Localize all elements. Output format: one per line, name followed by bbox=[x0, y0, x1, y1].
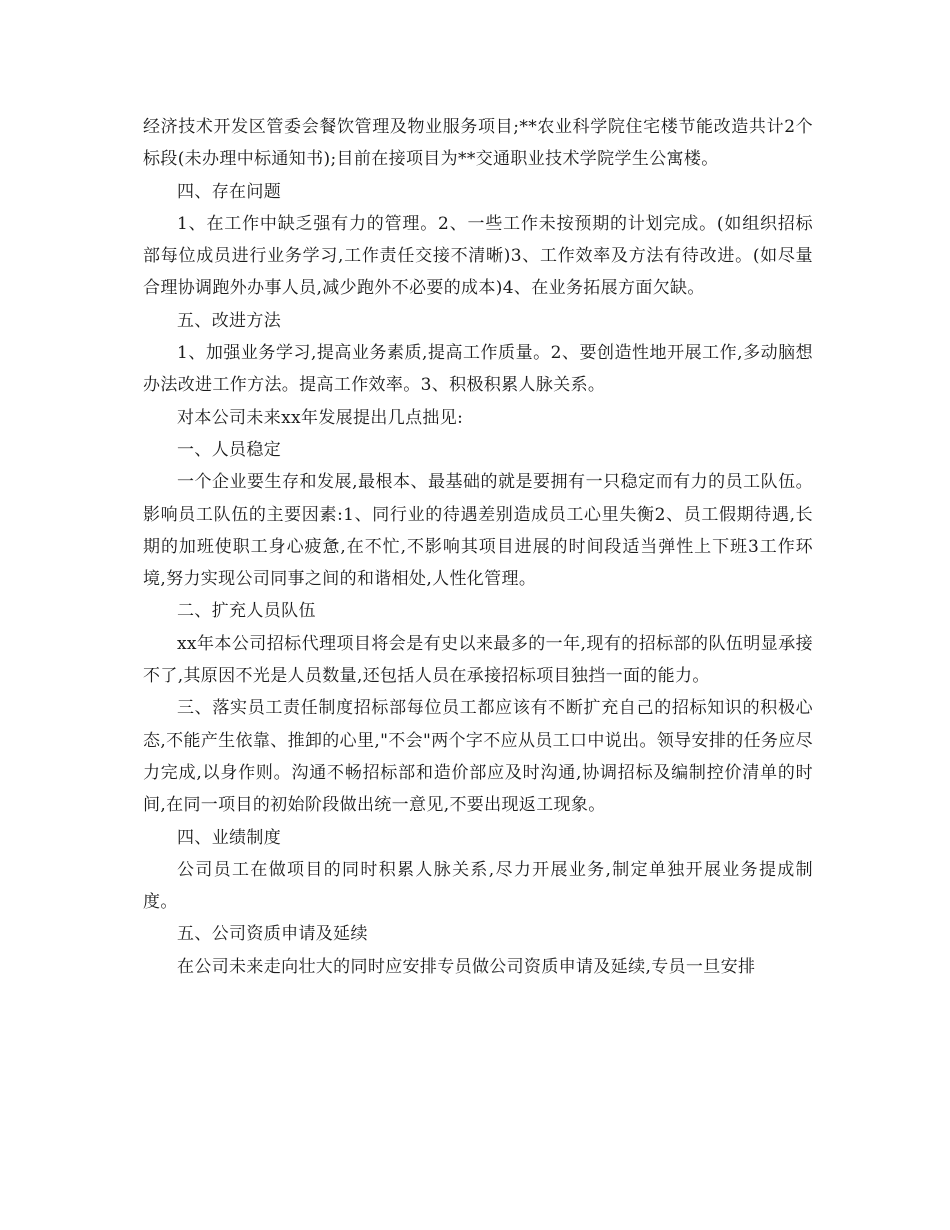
paragraph-performance: 公司员工在做项目的同时积累人脉关系,尽力开展业务,制定单独开展业务提成制度。 bbox=[143, 859, 813, 913]
heading-qualification: 五、公司资质申请及延续 bbox=[177, 924, 368, 945]
heading-problems: 四、存在问题 bbox=[177, 181, 282, 202]
paragraph-staff-stability: 一个企业要生存和发展,最根本、最基础的就是要拥有一只稳定而有力的员工队伍。影响员工队伍的主要因素:1、同行业的待遇差别造成员工心里失衡2、员工假期待遇,长期的加班使职工身心疲惫,在不忙,不影响其项目进展的时间段适当弹性上下班3工作环境,努力实现公司同事之间的和谐相处,人性化管理。 bbox=[143, 472, 813, 590]
paragraph-project-list: 经济技术开发区管委会餐饮管理及物业服务项目;**农业科学院住宅楼节能改造共计2个标段(未办理中标通知书);目前在接项目为**交通职业技术学院学生公寓楼。 bbox=[143, 117, 813, 170]
paragraph-expand-team: xx年本公司招标代理项目将会是有史以来最多的一年,现有的招标部的队伍明显承接不了,其原因不光是人员数量,还包括人员在承接招标项目独挡一面的能力。 bbox=[143, 633, 813, 687]
paragraph-suggestions-intro: 对本公司未来xx年发展提出几点拙见: bbox=[177, 407, 464, 428]
heading-expand-team: 二、扩充人员队伍 bbox=[177, 601, 316, 622]
heading-staff-stability: 一、人员稳定 bbox=[177, 439, 282, 460]
heading-performance: 四、业绩制度 bbox=[177, 827, 282, 848]
paragraph-problems: 1、在工作中缺乏强有力的管理。2、一些工作未按预期的计划完成。(如组织招标部每位成员进行业务学习,工作责任交接不清晰)3、工作效率及方法有待改进。(如尽量合理协调跑外办事人员,减少跑外不必要的成本)4、在业务拓展方面欠缺。 bbox=[143, 213, 813, 299]
paragraph-qualification: 在公司未来走向壮大的同时应安排专员做公司资质申请及延续,专员一旦安排 bbox=[177, 956, 756, 977]
document-body bbox=[143, 111, 813, 983]
paragraph-improvements: 1、加强业务学习,提高业务素质,提高工作质量。2、要创造性地开展工作,多动脑想办法改进工作方法。提高工作效率。3、积极积累人脉关系。 bbox=[143, 343, 813, 396]
heading-improvements: 五、改进方法 bbox=[177, 310, 282, 331]
paragraph-responsibility: 三、落实员工责任制度招标部每位员工都应该有不断扩充自己的招标知识的积极心态,不能产生依靠、推卸的心里,"不会"两个字不应从员工口中说出。领导安排的任务应尽力完成,以身作则。沟通不畅招标部和造价部应及时沟通,协调招标及编制控价清单的时间,在同一项目的初始阶段做出统一意见,不要出现返工现象。 bbox=[143, 698, 813, 816]
